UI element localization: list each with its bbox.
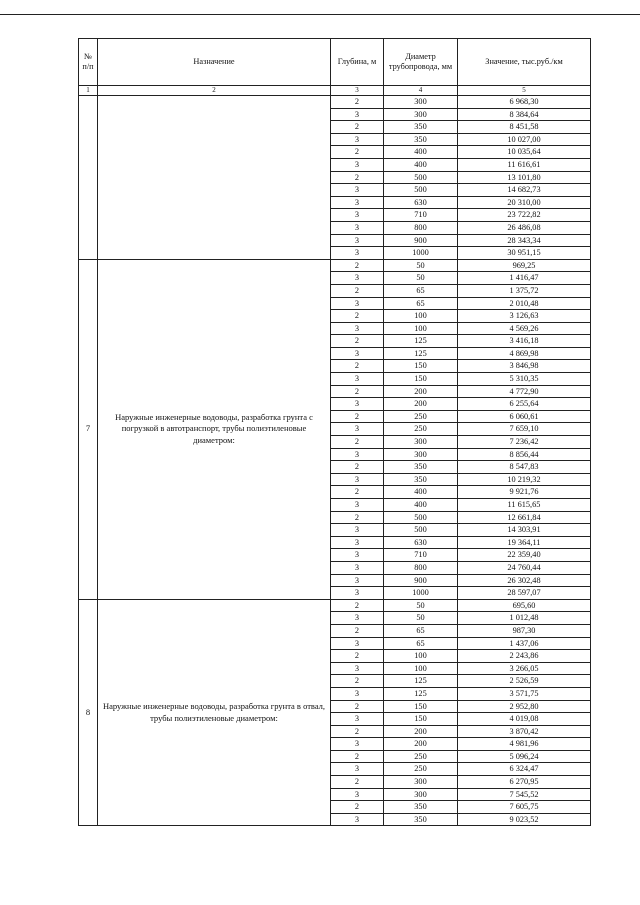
value-cell: 22 359,40 <box>458 549 591 562</box>
diameter-cell: 150 <box>384 713 458 726</box>
value-cell: 5 310,35 <box>458 373 591 386</box>
header-value: Значение, тыс.руб./км <box>458 39 591 86</box>
diameter-cell: 65 <box>384 297 458 310</box>
depth-cell: 3 <box>331 713 384 726</box>
diameter-cell: 1000 <box>384 587 458 600</box>
value-cell: 6 270,95 <box>458 776 591 789</box>
value-cell: 695,60 <box>458 599 591 612</box>
value-cell: 3 870,42 <box>458 725 591 738</box>
diameter-cell: 125 <box>384 675 458 688</box>
header-depth: Глубина, м <box>331 39 384 86</box>
header-row <box>79 39 591 86</box>
diameter-cell: 150 <box>384 360 458 373</box>
value-cell: 6 060,61 <box>458 410 591 423</box>
value-cell: 19 364,11 <box>458 536 591 549</box>
value-cell: 26 486,08 <box>458 221 591 234</box>
value-cell: 4 772,90 <box>458 385 591 398</box>
group-purpose: Наружные инженерные водоводы, разработка грунта с погрузкой в автотранспорт, трубы полиэтиленовые диаметром: <box>98 259 331 599</box>
value-cell: 11 615,65 <box>458 499 591 512</box>
value-cell: 23 722,82 <box>458 209 591 222</box>
column-number: 5 <box>458 86 591 96</box>
table-row <box>79 599 591 612</box>
diameter-cell: 350 <box>384 121 458 134</box>
diameter-cell: 200 <box>384 398 458 411</box>
value-cell: 7 545,52 <box>458 788 591 801</box>
diameter-cell: 250 <box>384 423 458 436</box>
diameter-cell: 200 <box>384 725 458 738</box>
diameter-cell: 65 <box>384 637 458 650</box>
depth-cell: 2 <box>331 284 384 297</box>
diameter-cell: 100 <box>384 322 458 335</box>
depth-cell: 2 <box>331 801 384 814</box>
value-cell: 3 416,18 <box>458 335 591 348</box>
value-cell: 8 384,64 <box>458 108 591 121</box>
table-row <box>79 259 591 272</box>
depth-cell: 3 <box>331 322 384 335</box>
diameter-cell: 300 <box>384 108 458 121</box>
diameter-cell: 350 <box>384 801 458 814</box>
value-cell: 26 302,48 <box>458 574 591 587</box>
diameter-cell: 125 <box>384 335 458 348</box>
depth-cell: 3 <box>331 423 384 436</box>
depth-cell: 3 <box>331 738 384 751</box>
diameter-cell: 100 <box>384 650 458 663</box>
value-cell: 9 921,76 <box>458 486 591 499</box>
diameter-cell: 800 <box>384 561 458 574</box>
depth-cell: 3 <box>331 637 384 650</box>
diameter-cell: 500 <box>384 184 458 197</box>
diameter-cell: 400 <box>384 146 458 159</box>
value-cell: 1 012,48 <box>458 612 591 625</box>
value-cell: 9 023,52 <box>458 813 591 826</box>
depth-cell: 3 <box>331 499 384 512</box>
diameter-cell: 125 <box>384 687 458 700</box>
diameter-cell: 250 <box>384 410 458 423</box>
diameter-cell: 300 <box>384 776 458 789</box>
depth-cell: 3 <box>331 196 384 209</box>
header-purpose: Назначение <box>98 39 331 86</box>
diameter-cell: 710 <box>384 549 458 562</box>
value-cell: 3 266,05 <box>458 662 591 675</box>
depth-cell: 2 <box>331 310 384 323</box>
value-cell: 28 597,07 <box>458 587 591 600</box>
depth-cell: 2 <box>331 599 384 612</box>
diameter-cell: 500 <box>384 511 458 524</box>
diameter-cell: 900 <box>384 574 458 587</box>
value-cell: 4 981,96 <box>458 738 591 751</box>
group-number: 8 <box>79 599 98 826</box>
diameter-cell: 350 <box>384 133 458 146</box>
group-number <box>79 96 98 260</box>
value-cell: 14 303,91 <box>458 524 591 537</box>
depth-cell: 3 <box>331 549 384 562</box>
value-cell: 7 236,42 <box>458 436 591 449</box>
value-cell: 4 569,26 <box>458 322 591 335</box>
value-cell: 1 437,06 <box>458 637 591 650</box>
diameter-cell: 500 <box>384 171 458 184</box>
depth-cell: 2 <box>331 436 384 449</box>
diameter-cell: 900 <box>384 234 458 247</box>
value-cell: 12 661,84 <box>458 511 591 524</box>
depth-cell: 3 <box>331 209 384 222</box>
diameter-cell: 800 <box>384 221 458 234</box>
header-diameter: Диаметр трубопровода, мм <box>384 39 458 86</box>
diameter-cell: 630 <box>384 536 458 549</box>
value-cell: 2 952,80 <box>458 700 591 713</box>
diameter-cell: 630 <box>384 196 458 209</box>
diameter-cell: 200 <box>384 738 458 751</box>
depth-cell: 2 <box>331 486 384 499</box>
value-cell: 4 019,08 <box>458 713 591 726</box>
depth-cell: 2 <box>331 96 384 109</box>
diameter-cell: 400 <box>384 158 458 171</box>
value-cell: 6 968,30 <box>458 96 591 109</box>
depth-cell: 2 <box>331 776 384 789</box>
column-number: 4 <box>384 86 458 96</box>
value-cell: 2 526,59 <box>458 675 591 688</box>
depth-cell: 2 <box>331 146 384 159</box>
depth-cell: 3 <box>331 536 384 549</box>
depth-cell: 2 <box>331 700 384 713</box>
depth-cell: 2 <box>331 650 384 663</box>
depth-cell: 3 <box>331 788 384 801</box>
depth-cell: 3 <box>331 612 384 625</box>
diameter-cell: 125 <box>384 347 458 360</box>
value-cell: 2 243,86 <box>458 650 591 663</box>
depth-cell: 3 <box>331 524 384 537</box>
value-cell: 8 856,44 <box>458 448 591 461</box>
depth-cell: 3 <box>331 221 384 234</box>
depth-cell: 2 <box>331 511 384 524</box>
value-cell: 30 951,15 <box>458 247 591 260</box>
depth-cell: 3 <box>331 297 384 310</box>
depth-cell: 3 <box>331 561 384 574</box>
value-cell: 11 616,61 <box>458 158 591 171</box>
value-cell: 1 416,47 <box>458 272 591 285</box>
value-cell: 10 219,32 <box>458 473 591 486</box>
group-number: 7 <box>79 259 98 599</box>
value-cell: 6 255,64 <box>458 398 591 411</box>
depth-cell: 2 <box>331 725 384 738</box>
group-purpose <box>98 96 331 260</box>
diameter-cell: 250 <box>384 750 458 763</box>
value-cell: 1 375,72 <box>458 284 591 297</box>
value-cell: 7 659,10 <box>458 423 591 436</box>
depth-cell: 2 <box>331 461 384 474</box>
diameter-cell: 1000 <box>384 247 458 260</box>
diameter-cell: 400 <box>384 499 458 512</box>
value-cell: 3 126,63 <box>458 310 591 323</box>
value-cell: 987,30 <box>458 624 591 637</box>
diameter-cell: 300 <box>384 788 458 801</box>
value-cell: 28 343,34 <box>458 234 591 247</box>
diameter-cell: 500 <box>384 524 458 537</box>
depth-cell: 3 <box>331 587 384 600</box>
value-cell: 10 035,64 <box>458 146 591 159</box>
depth-cell: 3 <box>331 373 384 386</box>
diameter-cell: 200 <box>384 385 458 398</box>
diameter-cell: 350 <box>384 473 458 486</box>
table-row <box>79 96 591 109</box>
column-number: 1 <box>79 86 98 96</box>
depth-cell: 3 <box>331 234 384 247</box>
table-body <box>79 96 591 826</box>
diameter-cell: 100 <box>384 310 458 323</box>
top-rule <box>0 14 640 15</box>
value-cell: 7 605,75 <box>458 801 591 814</box>
column-number-row <box>79 86 591 96</box>
depth-cell: 2 <box>331 675 384 688</box>
depth-cell: 2 <box>331 335 384 348</box>
depth-cell: 2 <box>331 385 384 398</box>
diameter-cell: 710 <box>384 209 458 222</box>
diameter-cell: 50 <box>384 612 458 625</box>
diameter-cell: 150 <box>384 700 458 713</box>
value-cell: 6 324,47 <box>458 763 591 776</box>
value-cell: 3 571,75 <box>458 687 591 700</box>
depth-cell: 3 <box>331 574 384 587</box>
diameter-cell: 150 <box>384 373 458 386</box>
depth-cell: 3 <box>331 108 384 121</box>
depth-cell: 3 <box>331 347 384 360</box>
value-cell: 8 451,58 <box>458 121 591 134</box>
depth-cell: 2 <box>331 624 384 637</box>
diameter-cell: 50 <box>384 272 458 285</box>
depth-cell: 3 <box>331 184 384 197</box>
value-cell: 13 101,80 <box>458 171 591 184</box>
depth-cell: 3 <box>331 158 384 171</box>
diameter-cell: 100 <box>384 662 458 675</box>
value-cell: 24 760,44 <box>458 561 591 574</box>
value-cell: 10 027,00 <box>458 133 591 146</box>
depth-cell: 3 <box>331 247 384 260</box>
diameter-cell: 300 <box>384 436 458 449</box>
depth-cell: 3 <box>331 662 384 675</box>
depth-cell: 3 <box>331 687 384 700</box>
price-table <box>78 38 591 826</box>
group-purpose: Наружные инженерные водоводы, разработка грунта в отвал, трубы полиэтиленовые диаметром: <box>98 599 331 826</box>
depth-cell: 3 <box>331 813 384 826</box>
value-cell: 8 547,83 <box>458 461 591 474</box>
value-cell: 4 869,98 <box>458 347 591 360</box>
depth-cell: 3 <box>331 473 384 486</box>
diameter-cell: 50 <box>384 599 458 612</box>
value-cell: 14 682,73 <box>458 184 591 197</box>
depth-cell: 3 <box>331 398 384 411</box>
diameter-cell: 400 <box>384 486 458 499</box>
depth-cell: 2 <box>331 410 384 423</box>
depth-cell: 2 <box>331 259 384 272</box>
depth-cell: 2 <box>331 360 384 373</box>
header-num: № п/п <box>79 39 98 86</box>
diameter-cell: 250 <box>384 763 458 776</box>
value-cell: 3 846,98 <box>458 360 591 373</box>
diameter-cell: 65 <box>384 284 458 297</box>
diameter-cell: 300 <box>384 96 458 109</box>
depth-cell: 3 <box>331 133 384 146</box>
depth-cell: 2 <box>331 750 384 763</box>
diameter-cell: 350 <box>384 813 458 826</box>
value-cell: 5 096,24 <box>458 750 591 763</box>
column-number: 3 <box>331 86 384 96</box>
depth-cell: 2 <box>331 121 384 134</box>
depth-cell: 3 <box>331 448 384 461</box>
diameter-cell: 350 <box>384 461 458 474</box>
diameter-cell: 65 <box>384 624 458 637</box>
value-cell: 2 010,48 <box>458 297 591 310</box>
value-cell: 20 310,00 <box>458 196 591 209</box>
depth-cell: 3 <box>331 272 384 285</box>
depth-cell: 2 <box>331 171 384 184</box>
diameter-cell: 50 <box>384 259 458 272</box>
diameter-cell: 300 <box>384 448 458 461</box>
value-cell: 969,25 <box>458 259 591 272</box>
column-number: 2 <box>98 86 331 96</box>
depth-cell: 3 <box>331 763 384 776</box>
